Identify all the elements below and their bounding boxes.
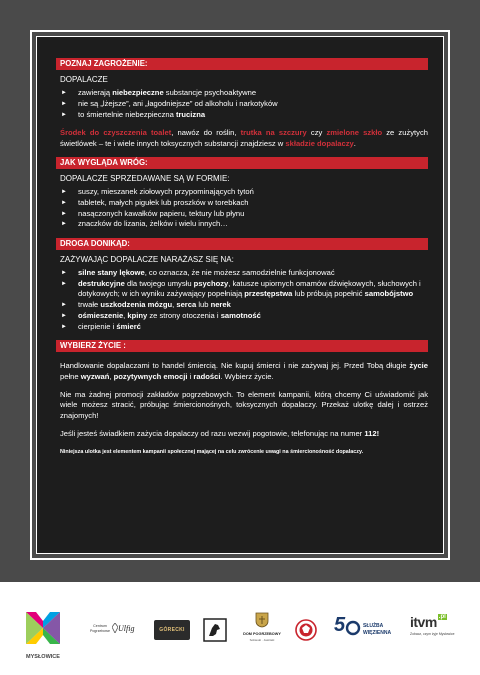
text-run: ze zużytych świetlówek – te i wiele innych toksycznych substancji znajdziesz w <box>60 128 428 148</box>
arrow-bullet-icon: ► <box>61 323 67 330</box>
text-run: ze strony otoczenia i <box>147 310 221 320</box>
arrow-bullet-icon: ► <box>61 280 67 287</box>
sw-number: 5 <box>334 614 346 636</box>
arrow-bullet-icon: ► <box>61 111 67 118</box>
arrow-bullet-icon: ► <box>61 312 67 319</box>
list-item <box>60 198 428 208</box>
text-run: czy <box>306 128 327 138</box>
bold-text: przestępstwa <box>244 289 293 299</box>
itvm-domain: .pl <box>438 614 446 620</box>
bold-text: samotność <box>220 310 261 320</box>
list-item <box>60 268 428 278</box>
bold-text: psychozy <box>193 278 229 288</box>
list-item <box>60 99 428 109</box>
section-subheading: DOPALACZE SPRZEDAWANE SĄ W FORMIE: <box>60 173 230 183</box>
dom-pogrzebowy-logo <box>240 612 284 648</box>
arrow-bullet-icon: ► <box>61 270 67 277</box>
sw-line2: WIĘZIENNA <box>363 629 392 636</box>
text-run: , <box>172 300 177 310</box>
bold-text: życie <box>409 361 428 371</box>
myslowice-label: MYSŁOWICE <box>26 654 60 660</box>
bold-text: nerek <box>210 300 231 310</box>
horse-logo <box>203 618 227 642</box>
bold-text: destrukcyjne <box>78 278 125 288</box>
text-run: Jeśli jesteś świadkiem zażycia dopalaczy od razu wezwij pogotowie, telefonując na numer <box>60 428 365 438</box>
choose-life-paragraph-3 <box>60 429 428 439</box>
leaflet-content <box>56 58 428 456</box>
list-item <box>60 311 428 321</box>
dom-line1: DOM POGRZEBOWY <box>243 632 281 636</box>
arrow-bullet-icon: ► <box>61 100 67 107</box>
text-run: nie są „lżejsze”, ani „łagodniejsze” od alkoholu i narkotyków <box>78 98 278 108</box>
text-run: , <box>123 310 128 320</box>
eagle-emblem-logo <box>295 618 317 642</box>
highlighted-text: zmielone szkło <box>326 128 383 138</box>
highlighted-text: Środek do czyszczenia toalet <box>60 128 172 138</box>
bold-text: kpiny <box>127 310 148 320</box>
highlighted-text: trutka na szczury <box>240 128 307 138</box>
bold-text: niebezpieczne <box>112 88 164 97</box>
text-run: Handlowanie dopalaczami to handel śmiercią. Nie kupuj śmierci i nie zażywaj jej. Przed Tobą długie <box>60 361 410 371</box>
text-run: dla twojego umysłu <box>124 278 194 288</box>
itvm-logo <box>410 614 464 646</box>
bold-text: śmierć <box>116 321 141 331</box>
arrow-bullet-icon: ► <box>61 210 67 217</box>
bold-text: trucizna <box>175 109 206 119</box>
text-run: . Wybierz życie. <box>220 371 274 381</box>
myslowice-logo <box>22 608 64 660</box>
text-run: tabletek, małych pigułek lub proszków w torebkach <box>78 197 249 207</box>
campaign-footnote: Niniejsza ulotka jest elementem kampanii społecznej mającej na celu zwrócenie uwagi na śmiercionośność dopalaczy. <box>60 449 364 456</box>
eagle-emblem-icon <box>295 618 317 642</box>
gorecki-logo <box>154 620 190 640</box>
list-item <box>60 209 428 219</box>
bold-text: samobójstwo <box>364 289 414 299</box>
section-subheading: ZAŻYWAJĄC DOPALACZE NARAŻASZ SIĘ NA: <box>60 255 234 265</box>
arrow-bullet-icon: ► <box>61 90 67 96</box>
text-run: Nie ma żadnej promocji zakładów pogrzebowych. To element kampanii, którą chcemy Ci uświadomić jak wiele możesz stracić, próbując śmiercionośnych, toksycznych dopalaczy. Przekaż ulotkę dalej i ostrzeż znajomych! <box>60 390 428 420</box>
text-run: suszy, mieszanek ziołowych przypominających tytoń <box>78 186 254 196</box>
bold-text: 112! <box>364 428 380 438</box>
centrum-pogrzebowe-ulfig-logo <box>88 622 146 642</box>
list-item <box>60 88 428 98</box>
text-run: , nawóz do roślin, <box>171 128 241 138</box>
section-heading-choose-life: WYBIERZ ŻYCIE : <box>56 340 428 352</box>
arrow-bullet-icon: ► <box>61 302 67 309</box>
text-run: zawierają <box>78 88 113 97</box>
risks-list <box>60 268 428 332</box>
itvm-wordmark: itvm <box>410 614 437 630</box>
gorecki-name: GÓRECKI <box>159 627 185 633</box>
threat-list <box>60 88 428 120</box>
bold-text: silne stany lękowe <box>78 268 145 278</box>
sluzba-wiezienna-logo <box>334 616 398 644</box>
text-run: substancje psychoaktywne <box>163 88 257 97</box>
list-item <box>60 110 428 120</box>
ulfig-emblem-icon <box>112 623 118 633</box>
text-run: lub <box>196 300 211 310</box>
list-item <box>60 219 428 229</box>
bold-text: pozytywnych emocji <box>113 371 188 381</box>
list-item <box>60 187 428 197</box>
section-heading-nowhere: DROGA DONIKĄD: <box>56 238 428 250</box>
itvm-tagline: Zobacz, czym żyje Mysłowice <box>410 632 455 636</box>
shield-emblem-icon <box>255 612 269 628</box>
text-run: i <box>187 371 194 381</box>
sw-line1: SŁUŻBA <box>363 623 384 629</box>
choose-life-paragraph-1 <box>60 361 428 382</box>
list-item <box>60 300 428 310</box>
arrow-bullet-icon: ► <box>61 199 67 206</box>
dom-line2: Sobieski · Jasiński <box>249 638 275 642</box>
sponsor-logos-bar <box>0 582 480 675</box>
bold-text: wyzwań <box>80 371 110 381</box>
text-run: pełne <box>60 371 81 381</box>
text-run: znaczków do lizania, żelków i wielu innych… <box>78 219 228 229</box>
centrum-line2: Pogrzebowe <box>90 629 110 633</box>
myslowice-logo-icon <box>22 608 64 648</box>
section-heading-enemy: JAK WYGLĄDA WRÓG: <box>56 157 428 169</box>
choose-life-paragraph-2 <box>60 390 428 421</box>
forms-list <box>60 187 428 230</box>
text-run: to śmiertelnie niebezpieczna <box>78 109 176 119</box>
toxic-ingredients-paragraph <box>60 128 428 149</box>
horse-logo-icon <box>203 618 227 642</box>
bold-text: ośmieszenie <box>78 310 124 320</box>
bold-text: radości <box>193 371 221 381</box>
text-run: , katusze upiornych omamów dźwiękowych, słuchowych i dotykowych; w ich wyniku zażywający popełniają <box>78 278 421 299</box>
sw-ring-icon <box>345 620 361 636</box>
text-run: . <box>353 138 356 148</box>
highlighted-text: składzie dopalaczy <box>285 138 354 148</box>
arrow-bullet-icon: ► <box>61 188 67 195</box>
section-subheading: DOPALACZE <box>60 75 108 84</box>
bold-text: serca <box>176 300 197 310</box>
text-run: , <box>109 371 114 381</box>
text-run: trwałe <box>78 300 101 310</box>
list-item <box>60 322 428 332</box>
text-run: , co oznacza, że nie możesz samodzielnie funkcjonować <box>144 268 335 278</box>
list-item <box>60 279 428 300</box>
text-run: lub próbują popełnić <box>292 289 365 299</box>
bold-text: uszkodzenia mózgu <box>100 300 173 310</box>
text-run: nasączonych kawałków papieru, tektury lub płynu <box>78 208 245 218</box>
section-heading-threat: POZNAJ ZAGROŻENIE: <box>56 58 428 70</box>
text-run: cierpienie i <box>78 321 117 331</box>
ulfig-name: Ulfig <box>118 624 135 633</box>
arrow-bullet-icon: ► <box>61 221 67 228</box>
centrum-line1: Centrum <box>93 624 107 628</box>
